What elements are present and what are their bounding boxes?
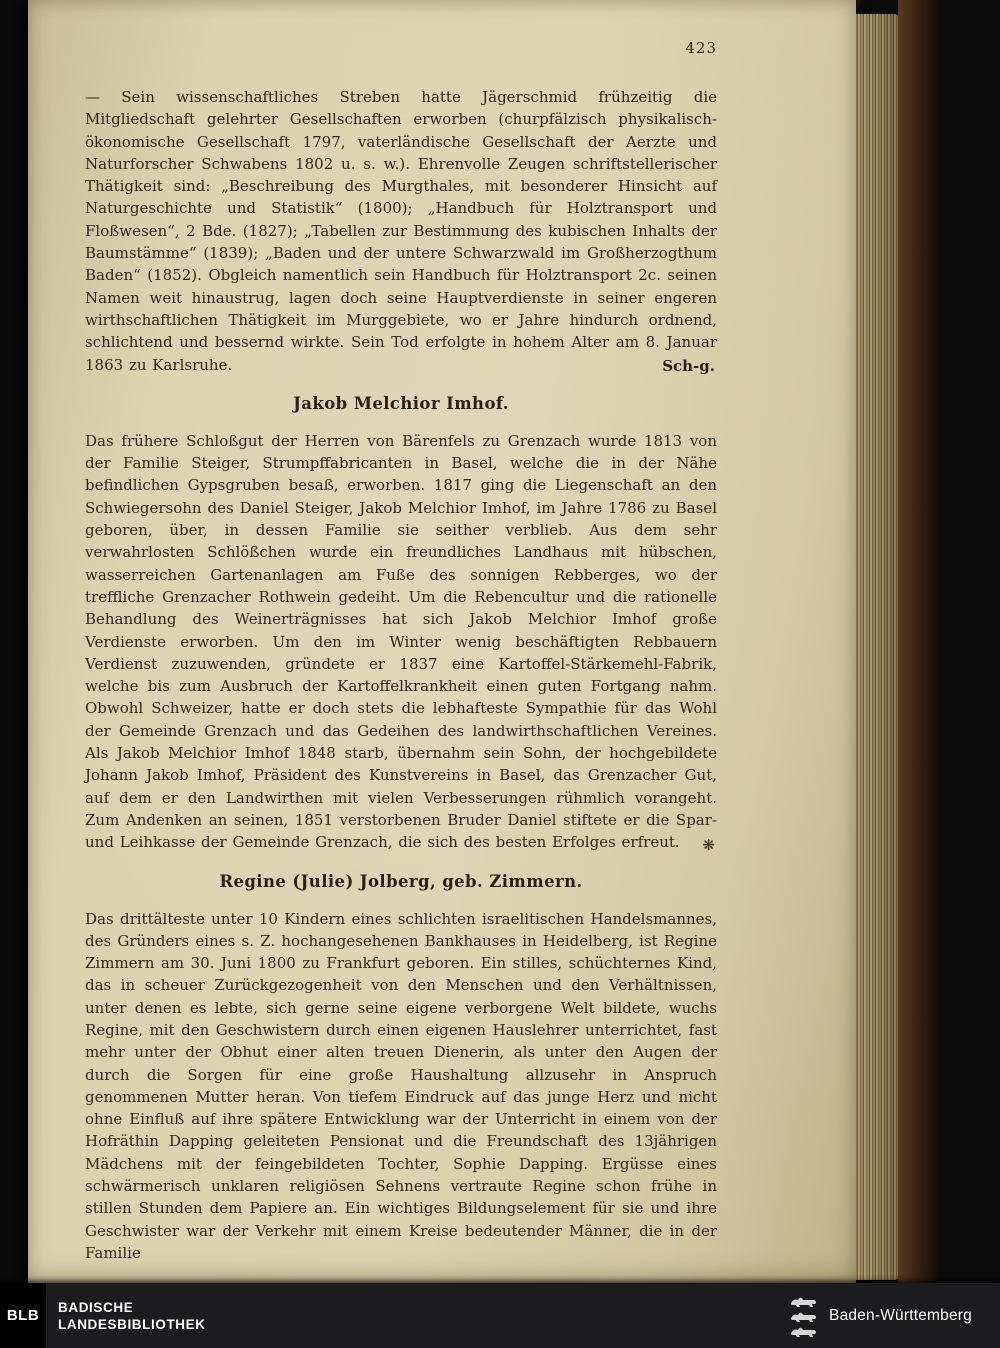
paragraph-text: Das drittälteste unter 10 Kindern eines schlichten israelitischen Handelsmannes, des Gründers eines s. Z. hochangesehenen Bankhauses in Heidelberg, ist Regine Zimmern am 30. Juni 1800 zu Frankfurt geboren. Ein stilles, schüchternes Kind, das in scheuer Zurückgezogenheit von den Menschen und den Verhältnissen, unter denen es lebte, sich gerne seine eigene verborgene Welt bildete, wuchs Regine, mit den Geschwistern durch einen eigenen Hauslehrer unterrichtet, fast mehr unter der Obhut einer alten treuen Dienerin, als unter den Augen der durch die Sorgen für eine große Haushaltung allzusehr in Anspruch genommenen Mutter heran. Von tiefem Eindruck auf das junge Herz und nicht ohne Einfluß auf ihre spätere Entwicklung war der Unterricht in einem von der Hofräthin Dapping geleiteten Pensionat und die Freundschaft des 13jährigen Mädchens mit der feingebildeten Tochter, Sophie Dapping. Ergüsse eines schwärmerisch unklaren religiösen Sehnens vertraute Regine schon frühe in stillen Stunden dem Papiere an. Ein wichtiges Bildungselement für sie und ihre Geschwister war der Verkehr mit einem Kreise bedeutender Männer, die in der Familie: [85, 909, 717, 1262]
book-cover-edge: [898, 0, 938, 1292]
baden-wuerttemberg-logo[interactable]: [789, 1294, 972, 1338]
paragraph-jaegerschmid: [85, 86, 717, 376]
paragraph-text: — Sein wissenschaftliches Streben hatte Jägerschmid frühzeitig die Mitgliedschaft gelehrter Gesellschaften erworben (churpfälzisch physikalisch-ökonomische Gesellschaft 1797, vaterländische Gesellschaft der Aerzte und Naturforscher Schwabens 1802 u. s. w.). Ehrenvolle Zeugen schriftstellerischer Thätigkeit sind: „Beschreibung des Murgthales, mit besonderer Hinsicht auf Naturgeschichte und Statistik“ (1800); „Handbuch für Holztransport und Floßwesen“, 2 Bde. (1827); „Tabellen zur Bestimmung des kubischen Inhalts der Baumstämme“ (1839); „Baden und der untere Schwarzwald im Großherzogthum Baden“ (1852). Obgleich namentlich sein Handbuch für Holztransport 2c. seinen Namen weit hinaustrug, lagen doch seine Hauptverdienste in seiner engeren wirthschaftlichen Thätigkeit im Murggebiete, wo er Jahre hindurch ordnend, schlichtend und bessernd wirkte. Sein Tod erfolgte in hohem Alter am 8. Januar 1863 zu Karlsruhe.: [85, 88, 717, 374]
paragraph-jolberg: [85, 908, 717, 1265]
library-name: [58, 1299, 206, 1333]
page-number: 423: [685, 39, 717, 57]
paragraph-text: Das frühere Schloßgut der Herren von Bärenfels zu Grenzach wurde 1813 von der Familie Steiger, Strumpffabricanten in Basel, welche die in der Nähe befindlichen Gypsgruben besaß, erworben. 1817 ging die Liegenschaft an den Schwiegersohn des Daniel Steiger, Jakob Melchior Imhof, im Jahre 1786 zu Basel geboren, über, in dessen Familie sie seither verblieb. Aus dem sehr verwahrlosten Schlößchen wurde ein freundliches Landhaus mit hübschen, wasserreichen Gartenanlagen am Fuße des sonnigen Rebberges, wo der treffliche Grenzacher Rothwein gedeiht. Um die Rebencultur und die rationelle Behandlung des Weinerträgnisses hat sich Jakob Melchior Imhof große Verdienste erworben. Um den im Winter wenig beschäftigten Rebbauern Verdienst zuzuwenden, gründete er 1837 eine Kartoffel-Stärkemehl-Fabrik, welche bis zum Ausbruch der Kartoffelkrankheit einen guten Fortgang nahm. Obwohl Schweizer, hatte er doch stets die lebhafteste Sympathie für das Wohl der Gemeinde Grenzach und das Gedeihen des landwirthschaftlichen Vereines. Als Jakob Melchior Imhof 1848 starb, übernahm sein Sohn, der hochgebildete Johann Jakob Imhof, Präsident des Kunstvereins in Basel, das Grenzacher Gut, auf dem er den Landwirthen mit vielen Verbesserungen rühmlich vorangeht. Zum Andenken an seinen, 1851 verstorbenen Bruder Daniel stiftete er die Spar- und Leihkasse der Gemeinde Grenzach, die sich des besten Erfolges erfreut.: [85, 431, 717, 852]
author-signature: Sch-g.: [662, 356, 715, 375]
blb-library-logo[interactable]: [0, 1283, 206, 1348]
footer-bar: [0, 1283, 1000, 1348]
region-label: Baden-Württemberg: [829, 1306, 972, 1324]
paragraph: [85, 430, 717, 854]
end-ornament-icon: ❋: [702, 835, 715, 854]
coat-of-arms-icon: [789, 1294, 819, 1338]
paragraph: [85, 86, 717, 376]
section-heading-imhof: Jakob Melchior Imhof.: [293, 393, 509, 413]
blb-logo-icon: BLB: [0, 1283, 46, 1348]
page-text-block: [85, 38, 717, 1264]
library-name-line2: LANDESBIBLIOTHEK: [58, 1316, 206, 1332]
section-heading-jolberg: Regine (Julie) Jolberg, geb. Zimmern.: [219, 871, 583, 891]
library-name-line1: BADISCHE: [58, 1299, 134, 1315]
paragraph-imhof: [85, 430, 717, 854]
paragraph: [85, 908, 717, 1265]
scanned-page: [28, 0, 856, 1284]
